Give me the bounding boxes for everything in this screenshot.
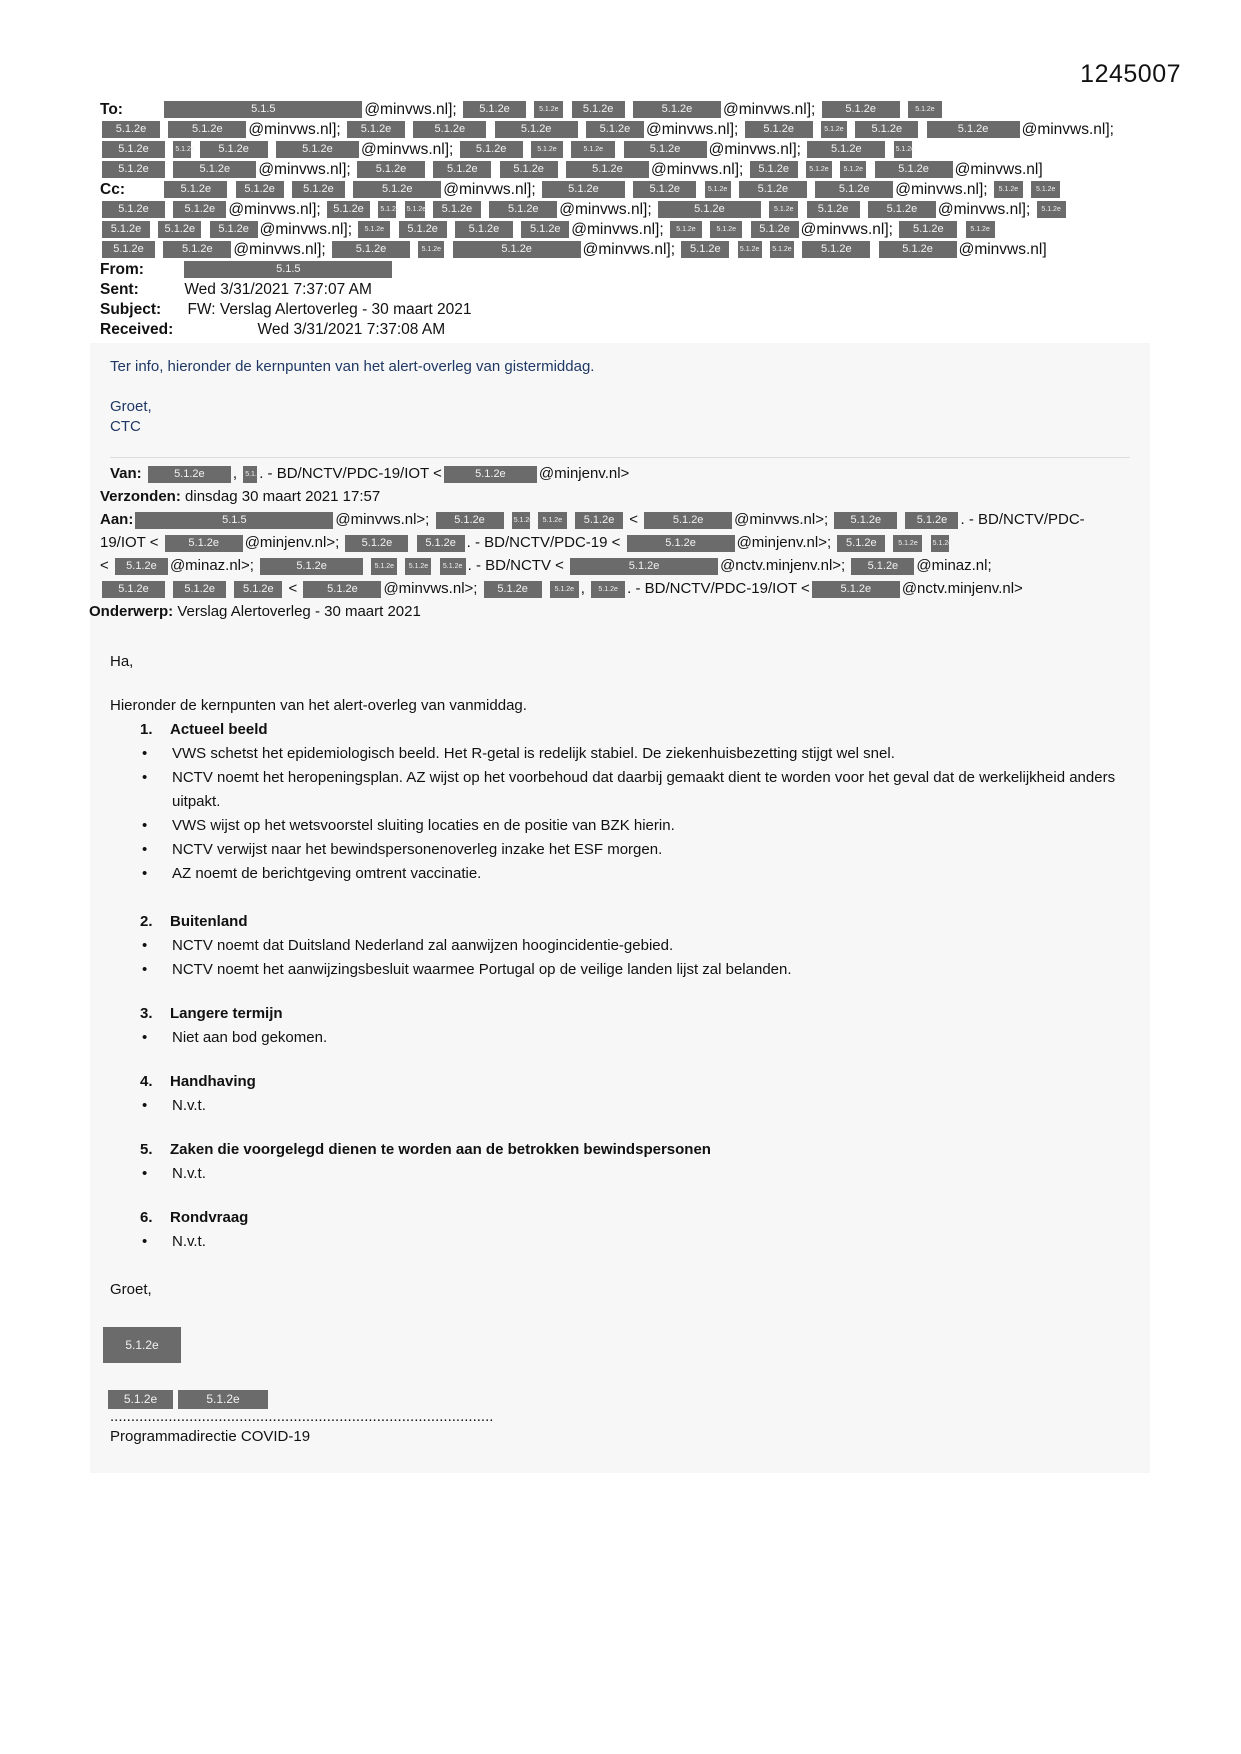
redaction: 5.1.2e (521, 221, 569, 238)
redaction: 5.1.2e (489, 201, 557, 218)
to-domain: @minvws.nl]; (364, 101, 457, 118)
to-line-1 (100, 100, 1140, 120)
redaction: 5.1.2e (751, 221, 799, 238)
redaction: 5.1.2e (1031, 181, 1060, 198)
redaction: 5.1.2e (102, 241, 155, 258)
redaction: 5.1.2e (822, 101, 900, 118)
section-2 (110, 910, 1130, 982)
redaction: 5.1.5 (184, 261, 392, 278)
to-domain: @minvws.nl]; (360, 141, 454, 158)
redaction: 5.1.2e (173, 201, 226, 218)
redaction: 5.1.2e (570, 558, 718, 575)
sent-line (100, 280, 1140, 300)
to-domain: @minvws.nl]; (645, 121, 739, 138)
redaction: 5.1.2e (550, 581, 579, 598)
aan-text: @minjenv.nl>; (736, 534, 832, 551)
subject-line (100, 300, 1140, 320)
redaction: 5.1.2e (538, 512, 567, 529)
redaction: 5.1.2e (440, 558, 466, 575)
list-item: • NCTV noemt het aanwijzingsbesluit waarmee Portugal op de veilige landen lijst zal belanden. (110, 958, 1130, 982)
original-message-header (89, 462, 1140, 623)
list-item: • NCTV noemt het heropeningsplan. AZ wijst op het voorbehoud dat daarbij gemaakt dient te worden voor het geval dat de werkelijkheid anders uitpakt. (110, 766, 1130, 814)
cc-domain: @minvws.nl]; (443, 181, 536, 198)
redaction: 5.1.2e (879, 241, 957, 258)
document-number: 1245007 (1080, 60, 1181, 88)
redaction: 5.1.2e (405, 558, 431, 575)
intro-signature: CTC (110, 418, 141, 435)
redaction: 5.1.2e (834, 512, 897, 529)
redaction: 5.1.2e (586, 121, 644, 138)
redaction: 5.1.2e (102, 161, 165, 178)
signature-redaction: 5.1.2e (178, 1390, 268, 1409)
aan-text: . - BD/NCTV < (467, 557, 564, 574)
redaction: 5.1.2e (500, 161, 558, 178)
redaction: 5.1.2e (855, 121, 918, 138)
redaction: 5.1.2e (624, 141, 707, 158)
separator-line (110, 457, 1130, 458)
section-title: 5. Zaken die voorgelegd dienen te worden aan de betrokken bewindspersonen (140, 1141, 711, 1158)
sent-value: Wed 3/31/2021 7:37:07 AM (184, 281, 372, 298)
section-title: 4. Handhaving (140, 1073, 256, 1090)
aan-label: Aan: (100, 511, 134, 528)
aan-text: @minvws.nl>; (383, 580, 478, 597)
redaction: 5.1.2e (572, 101, 625, 118)
aan-text: . - BD/NCTV/PDC-19 < (466, 534, 621, 551)
redaction: 5.1.2e (739, 181, 807, 198)
aan-text: . - BD/NCTV/PDC-19/IOT < (627, 580, 810, 597)
onderwerp-label: Onderwerp: (89, 603, 174, 620)
redaction: 5.1.2e (417, 535, 465, 552)
redaction: 5.1.2e (531, 141, 563, 158)
section-list (110, 1094, 1130, 1118)
to-line-2 (100, 120, 1140, 140)
list-item: • NCTV noemt dat Duitsland Nederland zal aanwijzen hoogincidentie-gebied. (110, 934, 1130, 958)
redaction: 5.1.2e (1037, 201, 1066, 218)
redaction: 5.1.2e (433, 161, 491, 178)
redaction: 5.1.2e (173, 581, 226, 598)
list-item: • N.v.t. (110, 1230, 1130, 1254)
closing: Groet, (110, 1281, 152, 1298)
redaction: 5.1.2e (234, 581, 282, 598)
onderwerp-value: Verslag Alertoverleg - 30 maart 2021 (177, 603, 421, 620)
section-list (110, 1162, 1130, 1186)
redaction: 5.1.2e (994, 181, 1023, 198)
redaction: 5.1.2e (821, 121, 847, 138)
redaction: 5.1.5 (164, 101, 362, 118)
cc-line-1 (100, 180, 1140, 200)
redaction: 5.1.2e (633, 181, 696, 198)
signature-redaction: 5.1.2e (108, 1390, 173, 1409)
to-domain: @minvws.nl]; (248, 121, 341, 138)
cc-domain: @minvws.nl]; (937, 201, 1031, 218)
cc-line-3 (100, 220, 1140, 240)
redaction: 5.1.2e (905, 512, 958, 529)
redaction: 5.1.2e (495, 121, 578, 138)
aan-text: @minaz.nl; (916, 557, 992, 574)
redaction: 5.1.2e (436, 512, 504, 529)
redaction: 5.1.2e (745, 121, 813, 138)
redaction: 5.1.2e (807, 201, 860, 218)
redaction: 5.1.2e (851, 558, 914, 575)
section-list (110, 1230, 1130, 1254)
cc-domain: @minvws.nl]; (571, 221, 664, 238)
subject-label: Subject: (100, 301, 162, 318)
aan-line-4: 5.1.2e 5.1.2e 5.1.2e < 5.1.2e @minvws.nl>; 5.1.2e 5.1.2e , 5.1.2e . - BD/NCTV/PDC-19/IOT < 5.1.2e @nctv.minjenv.nl> (100, 577, 1140, 600)
redaction: 5.1.2e (243, 466, 257, 483)
aan-text: . - BD/NCTV/PDC- (960, 511, 1085, 528)
redaction: 5.1.2e (769, 201, 798, 218)
section-5 (110, 1138, 1130, 1186)
redaction: 5.1.2e (575, 512, 623, 529)
redaction: 5.1.2e (102, 581, 165, 598)
section-title: 3. Langere termijn (140, 1005, 283, 1022)
redaction: 5.1.2e (837, 535, 885, 552)
redaction: 5.1.2e (165, 535, 243, 552)
redaction: 5.1.2e (658, 201, 761, 218)
forward-intro (110, 357, 594, 437)
received-line (100, 320, 1140, 340)
aan-text: 19/IOT < (100, 534, 159, 551)
redaction: 5.1.2e (670, 221, 702, 238)
redaction: 5.1.2e (463, 101, 526, 118)
redaction: 5.1.2e (164, 181, 227, 198)
cc-domain: @minvws.nl]; (559, 201, 652, 218)
redaction: 5.1.2e (158, 221, 201, 238)
list-item: • AZ noemt de berichtgeving omtrent vaccinatie. (110, 862, 1130, 886)
redaction: 5.1.2e (566, 161, 649, 178)
to-domain: @minvws.nl] (954, 161, 1043, 178)
list-item: • VWS wijst op het wetsvoorstel sluiting locaties en de positie van BZK hierin. (110, 814, 1130, 838)
email-header (100, 100, 1140, 340)
redaction: 5.1.2e (840, 161, 866, 178)
redaction: 5.1.2e (591, 581, 625, 598)
to-domain: @minvws.nl]; (708, 141, 801, 158)
section-4 (110, 1070, 1130, 1118)
to-domain: @minvws.nl]; (1021, 121, 1114, 138)
redaction: 5.1.2e (894, 141, 912, 158)
redaction: 5.1.2e (399, 221, 447, 238)
redaction: 5.1.2e (332, 241, 410, 258)
cc-domain: @minvws.nl]; (800, 221, 893, 238)
redaction: 5.1.2e (200, 141, 268, 158)
redaction: 5.1.2e (484, 581, 542, 598)
redaction: 5.1.2e (444, 466, 537, 483)
cc-line-2 (100, 200, 1140, 220)
signature-redaction: 5.1.2e (103, 1327, 181, 1363)
cc-domain: @minvws.nl]; (228, 201, 321, 218)
redaction: 5.1.2e (899, 221, 957, 238)
redaction: 5.1.2e (260, 558, 363, 575)
redaction: 5.1.2e (966, 221, 995, 238)
redaction: 5.1.2e (378, 201, 396, 218)
list-item: • VWS schetst het epidemiologisch beeld. Het R-getal is redelijk stabiel. De ziekenhuisbezetting stijgt wel snel. (110, 742, 1130, 766)
van-text-1: . - BD/NCTV/PDC-19/IOT < (259, 465, 442, 482)
to-line-4 (100, 160, 1140, 180)
redaction: 5.1.2e (770, 241, 794, 258)
redaction: 5.1.2e (148, 466, 231, 483)
redaction: 5.1.2e (371, 558, 397, 575)
subject-value: FW: Verslag Alertoverleg - 30 maart 2021 (187, 301, 472, 318)
redaction: 5.1.2e (710, 221, 742, 238)
section-3 (110, 1002, 1130, 1050)
redaction: 5.1.2e (750, 161, 798, 178)
redaction: 5.1.2e (807, 141, 885, 158)
redaction: 5.1.2e (627, 535, 735, 552)
redaction: 5.1.2e (357, 161, 425, 178)
redaction: 5.1.2e (512, 512, 530, 529)
list-item: • N.v.t. (110, 1162, 1130, 1186)
redaction: 5.1.2e (644, 512, 732, 529)
redaction: 5.1.2e (327, 201, 370, 218)
redaction: 5.1.2e (102, 121, 160, 138)
sent-label: Sent: (100, 281, 139, 298)
body-intro: Hieronder de kernpunten van het alert-overleg van vanmiddag. (110, 697, 527, 714)
section-list (110, 1026, 1130, 1050)
to-domain: @minvws.nl]; (258, 161, 351, 178)
redaction: 5.1.2e (173, 161, 256, 178)
redaction: 5.1.2e (542, 181, 625, 198)
aan-text: @nctv.minjenv.nl>; (720, 557, 846, 574)
redaction: 5.1.2e (173, 141, 191, 158)
redaction: 5.1.2e (705, 181, 731, 198)
redaction: 5.1.2e (738, 241, 762, 258)
verzonden-line (100, 485, 1140, 508)
verzonden-label: Verzonden: (100, 488, 181, 505)
dotted-separator: ............................................................................................ (110, 1408, 494, 1425)
redaction: 5.1.2e (345, 535, 408, 552)
to-label: To: (100, 101, 123, 118)
list-item: • N.v.t. (110, 1094, 1130, 1118)
redaction: 5.1.2e (460, 141, 523, 158)
received-label: Received: (100, 321, 174, 338)
cc-line-4 (100, 240, 1140, 260)
section-title: 2. Buitenland (140, 913, 248, 930)
aan-text: @minvws.nl>; (335, 511, 430, 528)
redaction: 5.1.2e (931, 535, 949, 552)
redaction: 5.1.2e (163, 241, 231, 258)
redaction: 5.1.2e (802, 241, 870, 258)
department-name: Programmadirectie COVID-19 (110, 1428, 311, 1445)
verzonden-value: dinsdag 30 maart 2021 17:57 (185, 488, 381, 505)
list-item: • Niet aan bod gekomen. (110, 1026, 1130, 1050)
redaction: 5.1.2e (168, 121, 246, 138)
redaction: 5.1.2e (868, 201, 936, 218)
aan-text: @minaz.nl>; (169, 557, 254, 574)
aan-text: @minjenv.nl>; (244, 534, 340, 551)
redaction: 5.1.2e (893, 535, 922, 552)
van-text-2: @minjenv.nl> (538, 465, 630, 482)
redaction: 5.1.2e (236, 181, 284, 198)
message-body (110, 650, 1130, 1302)
salutation: Ha, (110, 653, 134, 670)
intro-greeting: Groet, (110, 398, 152, 415)
section-list (110, 934, 1130, 982)
redaction: 5.1.2e (806, 161, 832, 178)
cc-domain: @minvws.nl]; (233, 241, 326, 258)
redaction: 5.1.2e (102, 141, 165, 158)
aan-line-1: Aan: 5.1.5 @minvws.nl>; 5.1.2e 5.1.2e 5.1.2e 5.1.2e < 5.1.2e @minvws.nl>; 5.1.2e 5.1.2e . - BD/NCTV/PDC- (100, 511, 1085, 528)
redaction: 5.1.2e (276, 141, 359, 158)
redaction: 5.1.2e (413, 121, 486, 138)
redaction: 5.1.2e (571, 141, 615, 158)
cc-domain: @minvws.nl] (958, 241, 1047, 258)
section-title: 1. Actueel beeld (140, 721, 268, 738)
redaction: 5.1.2e (210, 221, 258, 238)
to-domain: @minvws.nl]; (650, 161, 744, 178)
list-item: • NCTV verwijst naar het bewindspersonenoverleg inzake het ESF morgen. (110, 838, 1130, 862)
redaction: 5.1.2e (875, 161, 953, 178)
to-line-3 (100, 140, 1140, 160)
redaction: 5.1.2e (102, 201, 165, 218)
redaction: 5.1.2e (534, 101, 563, 118)
intro-line: Ter info, hieronder de kernpunten van het alert-overleg van gistermiddag. (110, 358, 595, 375)
from-line (100, 260, 1140, 280)
to-domain: @minvws.nl]; (722, 101, 816, 118)
redaction: 5.1.2e (303, 581, 381, 598)
aan-text: @nctv.minjenv.nl> (901, 580, 1023, 597)
van-line: Van: 5.1.2e , 5.1.2e. - BD/NCTV/PDC-19/IOT < 5.1.2e @minjenv.nl> (110, 465, 630, 482)
van-label: Van: (110, 465, 142, 482)
redaction: 5.1.2e (681, 241, 729, 258)
redaction: 5.1.2e (455, 221, 513, 238)
redaction: 5.1.2e (927, 121, 1020, 138)
section-1 (110, 718, 1130, 886)
cc-domain: @minvws.nl]; (582, 241, 676, 258)
from-label: From: (100, 261, 144, 278)
received-value: Wed 3/31/2021 7:37:08 AM (257, 321, 446, 338)
redaction: 5.1.2e (453, 241, 581, 258)
aan-line-2 (100, 531, 1140, 554)
redaction: 5.1.2e (353, 181, 441, 198)
section-6 (110, 1206, 1130, 1254)
redaction: 5.1.2e (102, 221, 150, 238)
cc-domain: @minvws.nl]; (259, 221, 353, 238)
redaction: 5.1.2e (115, 558, 168, 575)
aan-line-3: < 5.1.2e @minaz.nl>; 5.1.2e 5.1.2e 5.1.2e 5.1.2e . - BD/NCTV < 5.1.2e @nctv.minjenv.nl>; 5.1.2e @minaz.nl; (100, 557, 992, 574)
redaction: 5.1.2e (908, 101, 942, 118)
section-list (110, 742, 1130, 886)
redaction: 5.1.5 (135, 512, 333, 529)
redaction: 5.1.2e (292, 181, 345, 198)
redaction: 5.1.2e (433, 201, 481, 218)
redaction: 5.1.2e (405, 201, 425, 218)
onderwerp-line (89, 600, 1140, 623)
redaction: 5.1.2e (418, 241, 444, 258)
redaction: 5.1.2e (815, 181, 893, 198)
redaction: 5.1.2e (633, 101, 721, 118)
redaction: 5.1.2e (358, 221, 390, 238)
section-title: 6. Rondvraag (140, 1209, 249, 1226)
redaction: 5.1.2e (347, 121, 405, 138)
cc-label: Cc: (100, 181, 125, 198)
cc-domain: @minvws.nl]; (895, 181, 988, 198)
aan-text: @minvws.nl>; (734, 511, 829, 528)
redaction: 5.1.2e (812, 581, 900, 598)
